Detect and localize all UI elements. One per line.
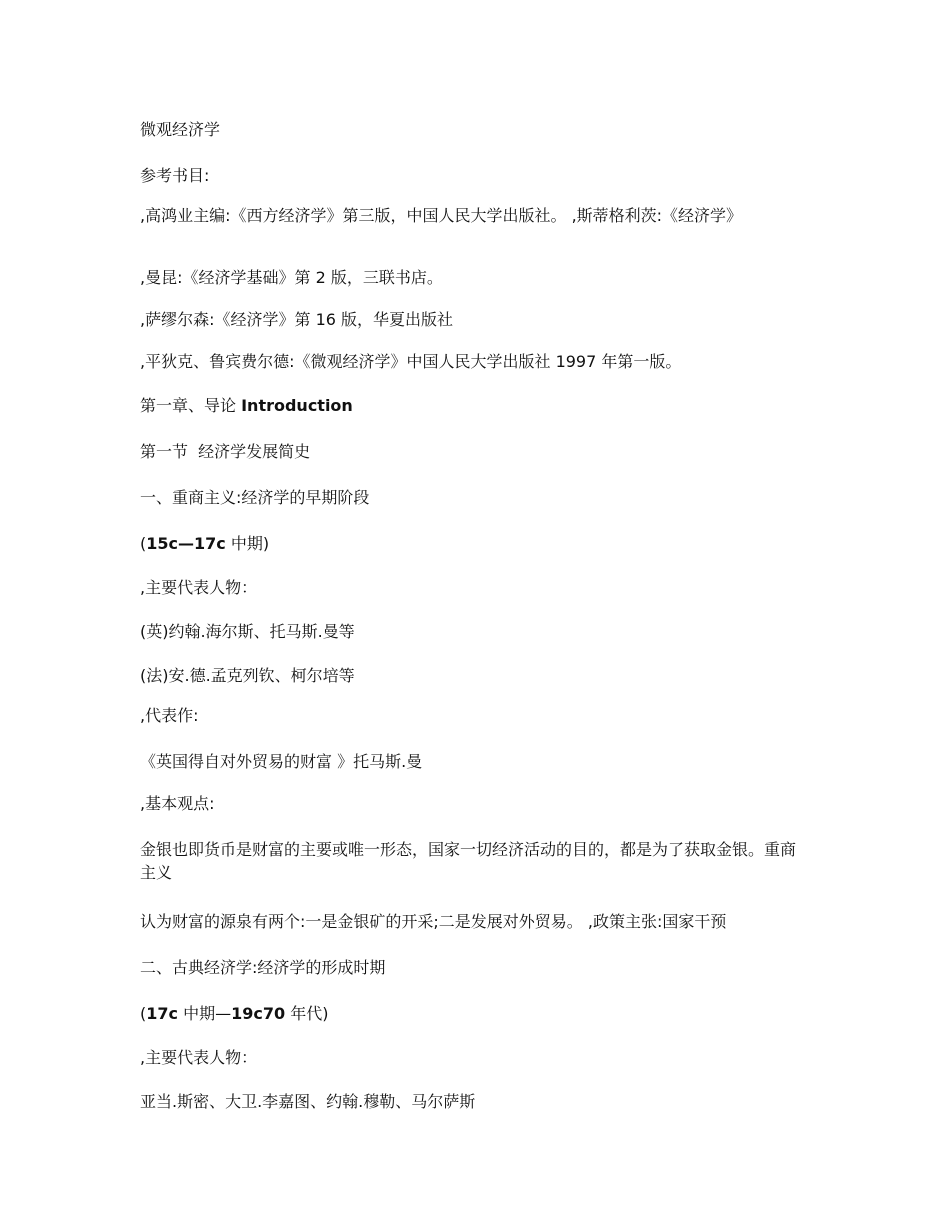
reference-item: ,高鸿业主编:《西方经济学》第三版，中国人民大学出版社。 ,斯蒂格利茨:《经济学》 [140,206,743,225]
period-middle: 中期— [178,1004,232,1023]
period-open-paren: ( [140,534,147,553]
list-item: ,主要代表人物： [140,578,258,597]
period-end: 19c70 [231,1004,286,1023]
body-paragraph: 认为财富的源泉有两个:一是金银矿的开采;二是发展对外贸易。 ,政策主张:国家干预 [140,912,727,931]
list-item: ,主要代表人物： [140,1048,258,1067]
period-open-paren: ( [140,1004,147,1023]
reference-item: ,萨缪尔森:《经济学》第 16 版，华夏出版社 [140,310,454,329]
list-item: 《英国得自对外贸易的财富 》托马斯.曼 [140,752,423,771]
references-heading: 参考书目: [140,166,210,185]
reference-item: ,平狄克、鲁宾费尔德:《微观经济学》中国人民大学出版社 1997 年第一版。 [140,352,682,371]
list-item: ,基本观点: [140,794,215,813]
period-start: 17c [146,1004,178,1023]
subsection-heading: 二、古典经济学:经济学的形成时期 [140,958,386,977]
reference-item: ,曼昆:《经济学基础》第 2 版，三联书店。 [140,268,443,287]
period-suffix: 年代) [285,1004,329,1023]
chapter-heading-english: Introduction [241,396,353,415]
document-title: 微观经济学 [140,120,221,139]
period-label [140,1002,328,1025]
period-range: 15c—17c [146,534,226,553]
list-item: (英)约翰.海尔斯、托马斯.曼等 [140,622,355,641]
chapter-heading-text: 第一章、导论 [140,396,242,415]
list-item: ,代表作: [140,706,199,725]
chapter-heading [140,394,353,417]
period-label [140,532,269,555]
section-heading: 第一节 经济学发展简史 [140,442,311,461]
list-item: (法)安.德.孟克列钦、柯尔培等 [140,666,355,685]
subsection-heading: 一、重商主义:经济学的早期阶段 [140,488,370,507]
period-suffix: 中期) [225,534,270,553]
body-paragraph: 金银也即货币是财富的主要或唯一形态，国家一切经济活动的目的，都是为了获取金银。重商主义 [140,840,797,882]
list-item: 亚当.斯密、大卫.李嘉图、约翰.穆勒、马尔萨斯 [140,1092,476,1111]
